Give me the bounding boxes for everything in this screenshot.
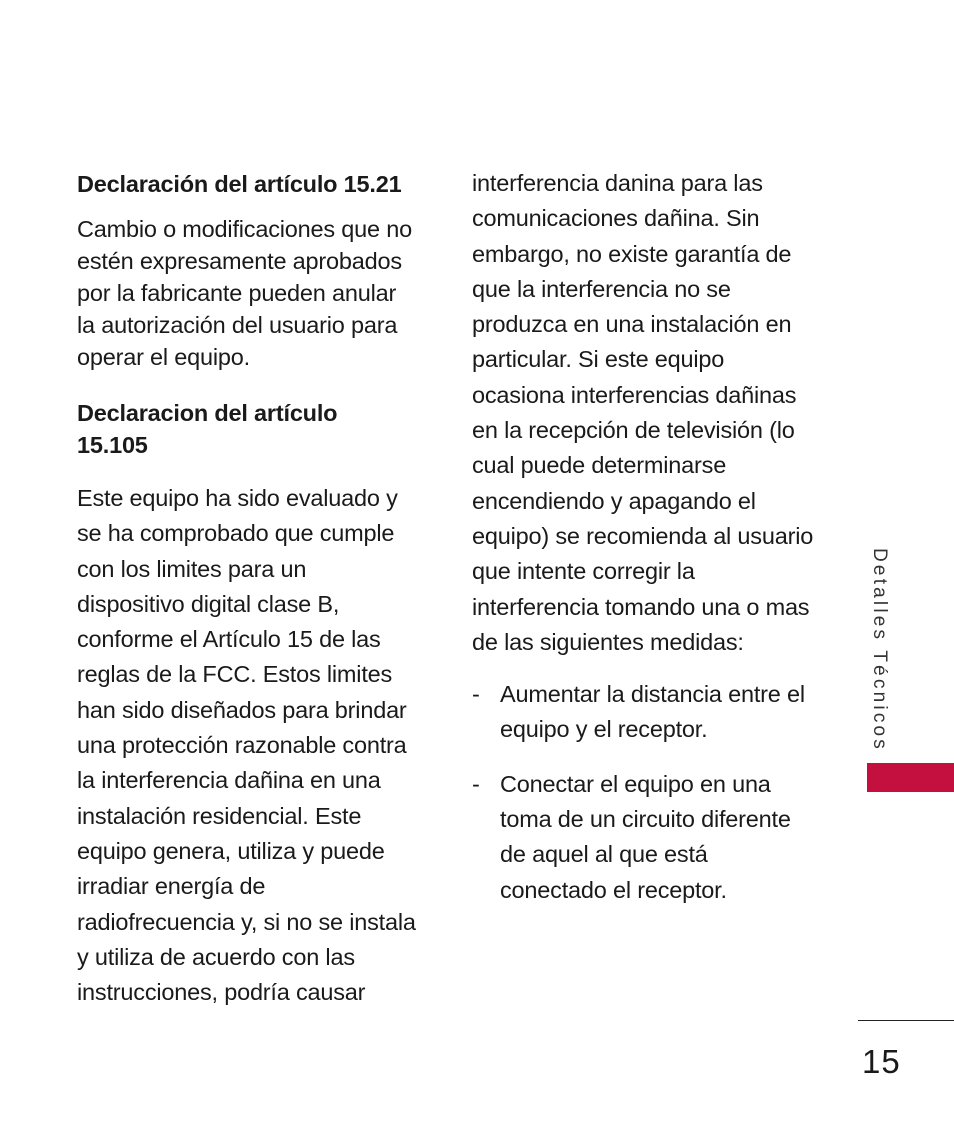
text-line: una protección razonable contra xyxy=(77,732,407,759)
text-line: dispositivo digital clase B, xyxy=(77,590,340,617)
section-title-15-105 xyxy=(77,397,437,461)
text-line: particular. Si este equipo xyxy=(472,346,725,373)
right-column xyxy=(472,166,832,927)
text-line: interferencia danina para las xyxy=(472,170,763,196)
page-number: 15 xyxy=(862,1043,901,1080)
section-body-15-105 xyxy=(77,481,437,1010)
text-line: por la fabricante pueden anular xyxy=(77,280,397,306)
list-item xyxy=(472,767,832,908)
text-line: Conectar el equipo en una xyxy=(500,770,771,797)
text-line: conforme el Artículo 15 de las xyxy=(77,626,381,653)
text-line: la interferencia dañina en una xyxy=(77,767,381,794)
footer-divider xyxy=(858,1020,954,1021)
side-tab-marker xyxy=(867,763,954,792)
text-line: instalación residencial. Este xyxy=(77,802,362,829)
text-line: irradiar energía de xyxy=(77,873,266,900)
list-item xyxy=(472,677,832,748)
text-line: cual puede determinarse xyxy=(472,452,727,479)
text-line: en la recepción de televisión (lo xyxy=(472,417,795,444)
text-line: Este equipo ha sido evaluado y xyxy=(77,485,398,511)
text-line: ocasiona interferencias dañinas xyxy=(472,381,797,408)
text-line: equipo y el receptor. xyxy=(500,716,708,743)
section-body-15-21 xyxy=(77,213,437,373)
text-line: conectado el receptor. xyxy=(500,876,727,903)
text-line: radiofrecuencia y, si no se instala xyxy=(77,908,416,935)
side-tab-label: Detalles Técnicos xyxy=(869,548,890,753)
text-line: produzca en una instalación en xyxy=(472,311,792,338)
text-line: de las siguientes medidas: xyxy=(472,628,744,655)
text-line: comunicaciones dañina. Sin xyxy=(472,205,760,232)
text-line: y utiliza de acuerdo con las xyxy=(77,943,355,970)
text-line: se ha comprobado que cumple xyxy=(77,520,395,547)
text-line: toma de un circuito diferente xyxy=(500,806,791,833)
text-line: la autorización del usuario para xyxy=(77,312,398,338)
text-line: con los limites para un xyxy=(77,555,307,582)
text-line: reglas de la FCC. Estos limites xyxy=(77,661,393,688)
continued-paragraph xyxy=(472,166,832,660)
text-line: que intente corregir la xyxy=(472,558,695,585)
left-column xyxy=(77,166,437,1010)
section-title-15-21: Declaración del artículo 15.21 xyxy=(77,171,402,197)
text-line: embargo, no existe garantía de xyxy=(472,240,792,267)
text-line: han sido diseñados para brindar xyxy=(77,696,407,723)
title-line: Declaracion del artículo xyxy=(77,400,338,426)
dash-bullet: - xyxy=(472,681,480,708)
measures-list xyxy=(472,677,832,908)
text-line: estén expresamente aprobados xyxy=(77,248,402,274)
text-line: interferencia tomando una o mas xyxy=(472,593,810,620)
text-line: instrucciones, podría causar xyxy=(77,979,366,1006)
text-line: equipo genera, utiliza y puede xyxy=(77,837,385,864)
text-line: encendiendo y apagando el xyxy=(472,487,756,514)
text-line: equipo) se recomienda al usuario xyxy=(472,522,814,549)
text-line: que la interferencia no se xyxy=(472,275,731,302)
text-line: operar el equipo. xyxy=(77,344,250,370)
text-line: de aquel al que está xyxy=(500,841,708,868)
text-line: Aumentar la distancia entre el xyxy=(500,681,805,708)
text-line: Cambio o modificaciones que no xyxy=(77,216,412,242)
title-line: 15.105 xyxy=(77,432,148,458)
dash-bullet: - xyxy=(472,770,480,797)
